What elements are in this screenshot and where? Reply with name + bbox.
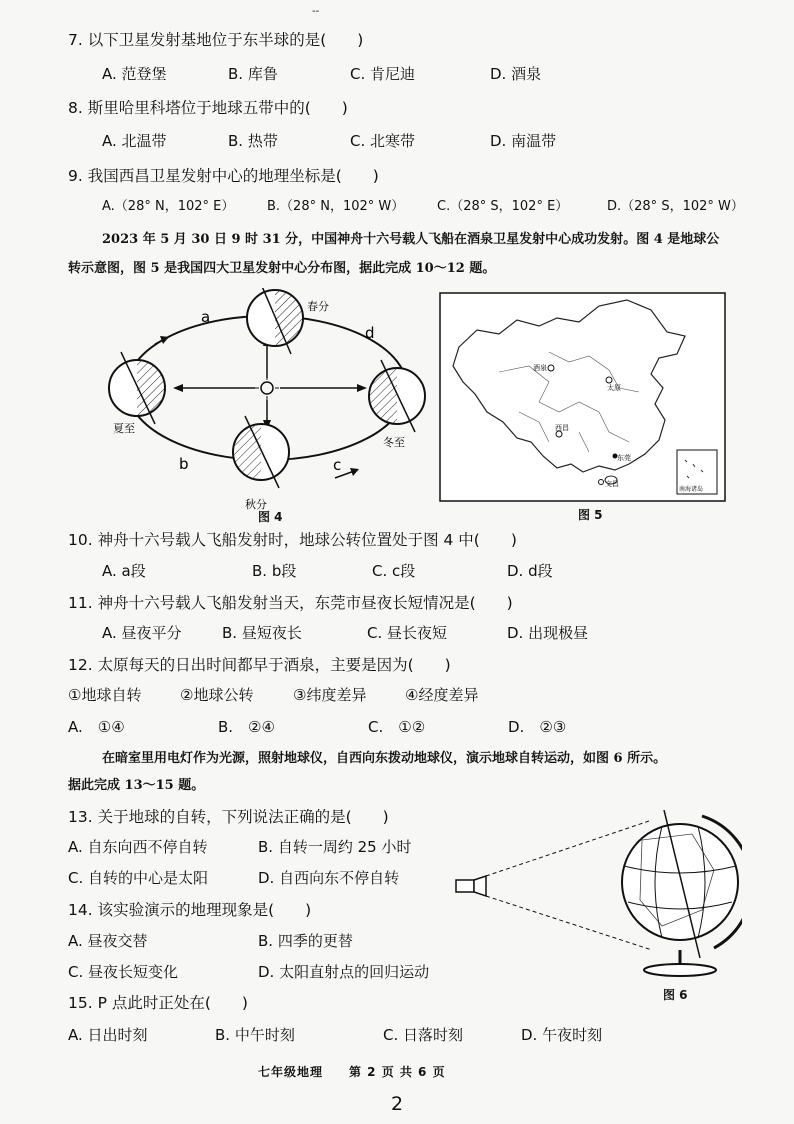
summer-solstice-label: 夏至 xyxy=(113,422,135,435)
option-c[interactable]: C. ①② xyxy=(368,718,426,736)
question-12-stem: 12. 太原每天的日出时间都早于酒泉，主要是因为( ) xyxy=(68,656,451,674)
jiuquan-label: 酒泉 xyxy=(533,364,547,372)
option-a[interactable]: A. ①④ xyxy=(68,718,125,736)
passage-2-line-2: 据此完成 13～15 题。 xyxy=(68,778,205,793)
question-14-options-row-2 xyxy=(68,961,429,982)
earth-summer-solstice xyxy=(109,352,165,424)
option-c[interactable]: C.（28° S，102° E） xyxy=(437,199,569,214)
page-footer: 七年级地理 第 2 页 共 6 页 xyxy=(258,1065,446,1079)
earth-spring-equinox xyxy=(247,288,303,354)
figure-5-china-map xyxy=(439,292,726,502)
choice-1: ①地球自转 xyxy=(68,686,142,704)
segment-b-label: b xyxy=(179,455,189,473)
question-15-options xyxy=(68,1024,602,1045)
option-b[interactable]: B. 昼短夜长 xyxy=(222,624,302,642)
autumn-equinox-label: 秋分 xyxy=(245,498,267,511)
option-d[interactable]: D. 酒泉 xyxy=(490,65,542,83)
option-c[interactable]: C. 北寒带 xyxy=(350,132,416,150)
earth-winter-solstice xyxy=(369,360,425,432)
option-d[interactable]: D. 南温带 xyxy=(490,132,557,150)
option-a[interactable]: A. 北温带 xyxy=(102,132,167,150)
option-c[interactable]: C. 昼长夜短 xyxy=(367,624,448,642)
option-a[interactable]: A. 日出时刻 xyxy=(68,1026,148,1044)
dongguan-label: 东莞 xyxy=(617,454,631,462)
question-11-options xyxy=(102,622,588,643)
option-b[interactable]: B. 自转一周约 25 小时 xyxy=(258,838,412,856)
question-7-stem: 7. 以下卫星发射基地位于东半球的是( ) xyxy=(68,31,364,49)
globe-icon xyxy=(622,810,742,976)
figure-5-caption: 图 5 xyxy=(578,508,603,522)
option-a[interactable]: A. 昼夜交替 xyxy=(68,932,148,950)
option-a[interactable]: A. 范登堡 xyxy=(102,65,167,83)
question-14-stem: 14. 该实验演示的地理现象是( ) xyxy=(68,901,312,919)
option-b[interactable]: B.（28° N，102° W） xyxy=(267,199,405,214)
option-b[interactable]: B. 热带 xyxy=(228,132,278,150)
page-number: 2 xyxy=(391,1093,404,1115)
earth-autumn-equinox xyxy=(233,416,289,488)
option-a[interactable]: A. 自东向西不停自转 xyxy=(68,838,208,856)
passage-1-line-2: 转示意图，图 5 是我国四大卫星发射中心分布图，据此完成 10～12 题。 xyxy=(68,261,496,276)
option-d[interactable]: D.（28° S，102° W） xyxy=(607,199,744,214)
choice-4: ④经度差异 xyxy=(405,686,479,704)
question-8-stem: 8. 斯里哈里科塔位于地球五带中的( ) xyxy=(68,99,348,117)
option-b[interactable]: B. 中午时刻 xyxy=(215,1026,295,1044)
spring-equinox-label: 春分 xyxy=(307,300,329,313)
choice-2: ②地球公转 xyxy=(180,686,254,704)
question-12-choices xyxy=(68,684,478,705)
question-8-options xyxy=(102,130,556,151)
winter-solstice-label: 冬至 xyxy=(383,436,405,449)
option-b[interactable]: B. b段 xyxy=(252,562,297,580)
question-11-stem: 11. 神舟十六号载人飞船发射当天，东莞市昼夜长短情况是( ) xyxy=(68,594,513,612)
inset-label: 南海诸岛 xyxy=(679,486,704,493)
question-10-stem: 10. 神舟十六号载人飞船发射时，地球公转位置处于图 4 中( ) xyxy=(68,531,517,549)
option-d[interactable]: D. 自西向东不停自转 xyxy=(258,869,400,887)
question-15-stem: 15. P 点此时正处在( ) xyxy=(68,994,248,1012)
option-a[interactable]: A.（28° N，102° E） xyxy=(102,199,235,214)
question-9-stem: 9. 我国西昌卫星发射中心的地理坐标是( ) xyxy=(68,167,379,185)
option-a[interactable]: A. a段 xyxy=(102,562,146,580)
option-b[interactable]: B. 四季的更替 xyxy=(258,932,353,950)
question-14-options-row-1 xyxy=(68,930,353,951)
option-c[interactable]: C. 日落时刻 xyxy=(383,1026,464,1044)
option-c[interactable]: C. 昼夜长短变化 xyxy=(68,963,179,981)
option-c[interactable]: C. 自转的中心是太阳 xyxy=(68,869,209,887)
sun-icon xyxy=(255,376,279,400)
choice-3: ③纬度差异 xyxy=(293,686,367,704)
figure-4-caption: 图 4 xyxy=(258,510,283,524)
segment-d-label: d xyxy=(365,324,375,342)
segment-a-label: a xyxy=(201,308,211,326)
passage-1-line-1: 2023 年 5 月 30 日 9 时 31 分，中国神舟十六号载人飞船在酒泉卫星发射中心成功发射。图 4 是地球公 xyxy=(102,232,720,247)
question-12-options xyxy=(68,716,566,737)
taiyuan-label: 太原 xyxy=(607,384,621,392)
xichang-label: 西昌 xyxy=(555,424,569,432)
wenchang-label: 文昌 xyxy=(605,480,619,488)
segment-c-label: c xyxy=(333,456,342,474)
top-mark: -- xyxy=(312,6,320,17)
figure-6-caption: 图 6 xyxy=(663,988,688,1002)
figure-6-lamp-globe xyxy=(452,810,742,985)
question-7-options xyxy=(102,63,541,84)
question-13-options-row-1 xyxy=(68,836,411,857)
question-10-options xyxy=(102,560,553,581)
figure-4-revolution-diagram xyxy=(95,288,440,513)
question-13-options-row-2 xyxy=(68,867,399,888)
option-b[interactable]: B. ②④ xyxy=(218,718,275,736)
option-b[interactable]: B. 库鲁 xyxy=(228,65,278,83)
lamp-icon xyxy=(456,876,486,896)
passage-2-line-1: 在暗室里用电灯作为光源，照射地球仪，自西向东拨动地球仪，演示地球自转运动，如图 6 所示。 xyxy=(102,751,667,766)
option-d[interactable]: D. d段 xyxy=(507,562,553,580)
option-d[interactable]: D. 太阳直射点的回归运动 xyxy=(258,963,430,981)
option-d[interactable]: D. 出现极昼 xyxy=(507,624,589,642)
option-a[interactable]: A. 昼夜平分 xyxy=(102,624,182,642)
option-c[interactable]: C. c段 xyxy=(372,562,416,580)
question-13-stem: 13. 关于地球的自转，下列说法正确的是( ) xyxy=(68,808,389,826)
option-c[interactable]: C. 肯尼迪 xyxy=(350,65,416,83)
option-d[interactable]: D. 午夜时刻 xyxy=(521,1026,603,1044)
question-9-options xyxy=(102,195,744,214)
option-d[interactable]: D. ②③ xyxy=(508,718,567,736)
